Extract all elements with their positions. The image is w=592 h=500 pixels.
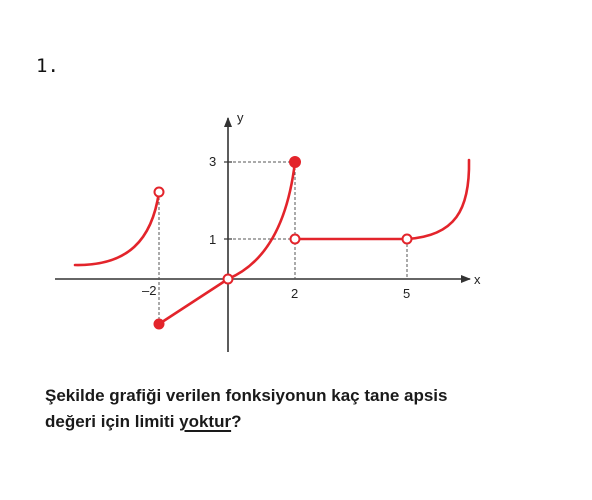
xtick-label-2: 2	[291, 286, 299, 301]
question-line-2-start: değeri için limiti	[45, 412, 180, 431]
question-underlined-word: yoktur	[179, 412, 232, 431]
open-point-5	[403, 235, 412, 244]
x-axis-label: x	[474, 272, 481, 287]
question-line-2	[45, 409, 545, 435]
question-line-2-end: ?	[231, 412, 242, 431]
question-line-1: Şekilde grafiği verilen fonksiyonun kaç tane apsis	[45, 386, 448, 405]
open-point-2-mid	[291, 235, 300, 244]
ytick-label-3: 3	[209, 154, 217, 169]
curve-piece-right	[407, 160, 469, 239]
question-number: 1.	[36, 55, 59, 77]
question-text	[45, 383, 545, 435]
open-point-neg2-top	[155, 188, 164, 197]
curve-piece-rising	[228, 162, 295, 279]
closed-point-neg2-bottom	[155, 320, 164, 329]
ytick-label-1: 1	[209, 232, 217, 247]
xtick-label-5: 5	[403, 286, 411, 301]
curve-piece-left	[75, 192, 159, 265]
xtick-label-neg2: –2	[142, 283, 157, 298]
open-point-origin	[224, 275, 233, 284]
curve-piece-linear	[159, 279, 228, 324]
closed-point-2-top	[290, 157, 300, 167]
y-axis-label: y	[237, 110, 244, 125]
